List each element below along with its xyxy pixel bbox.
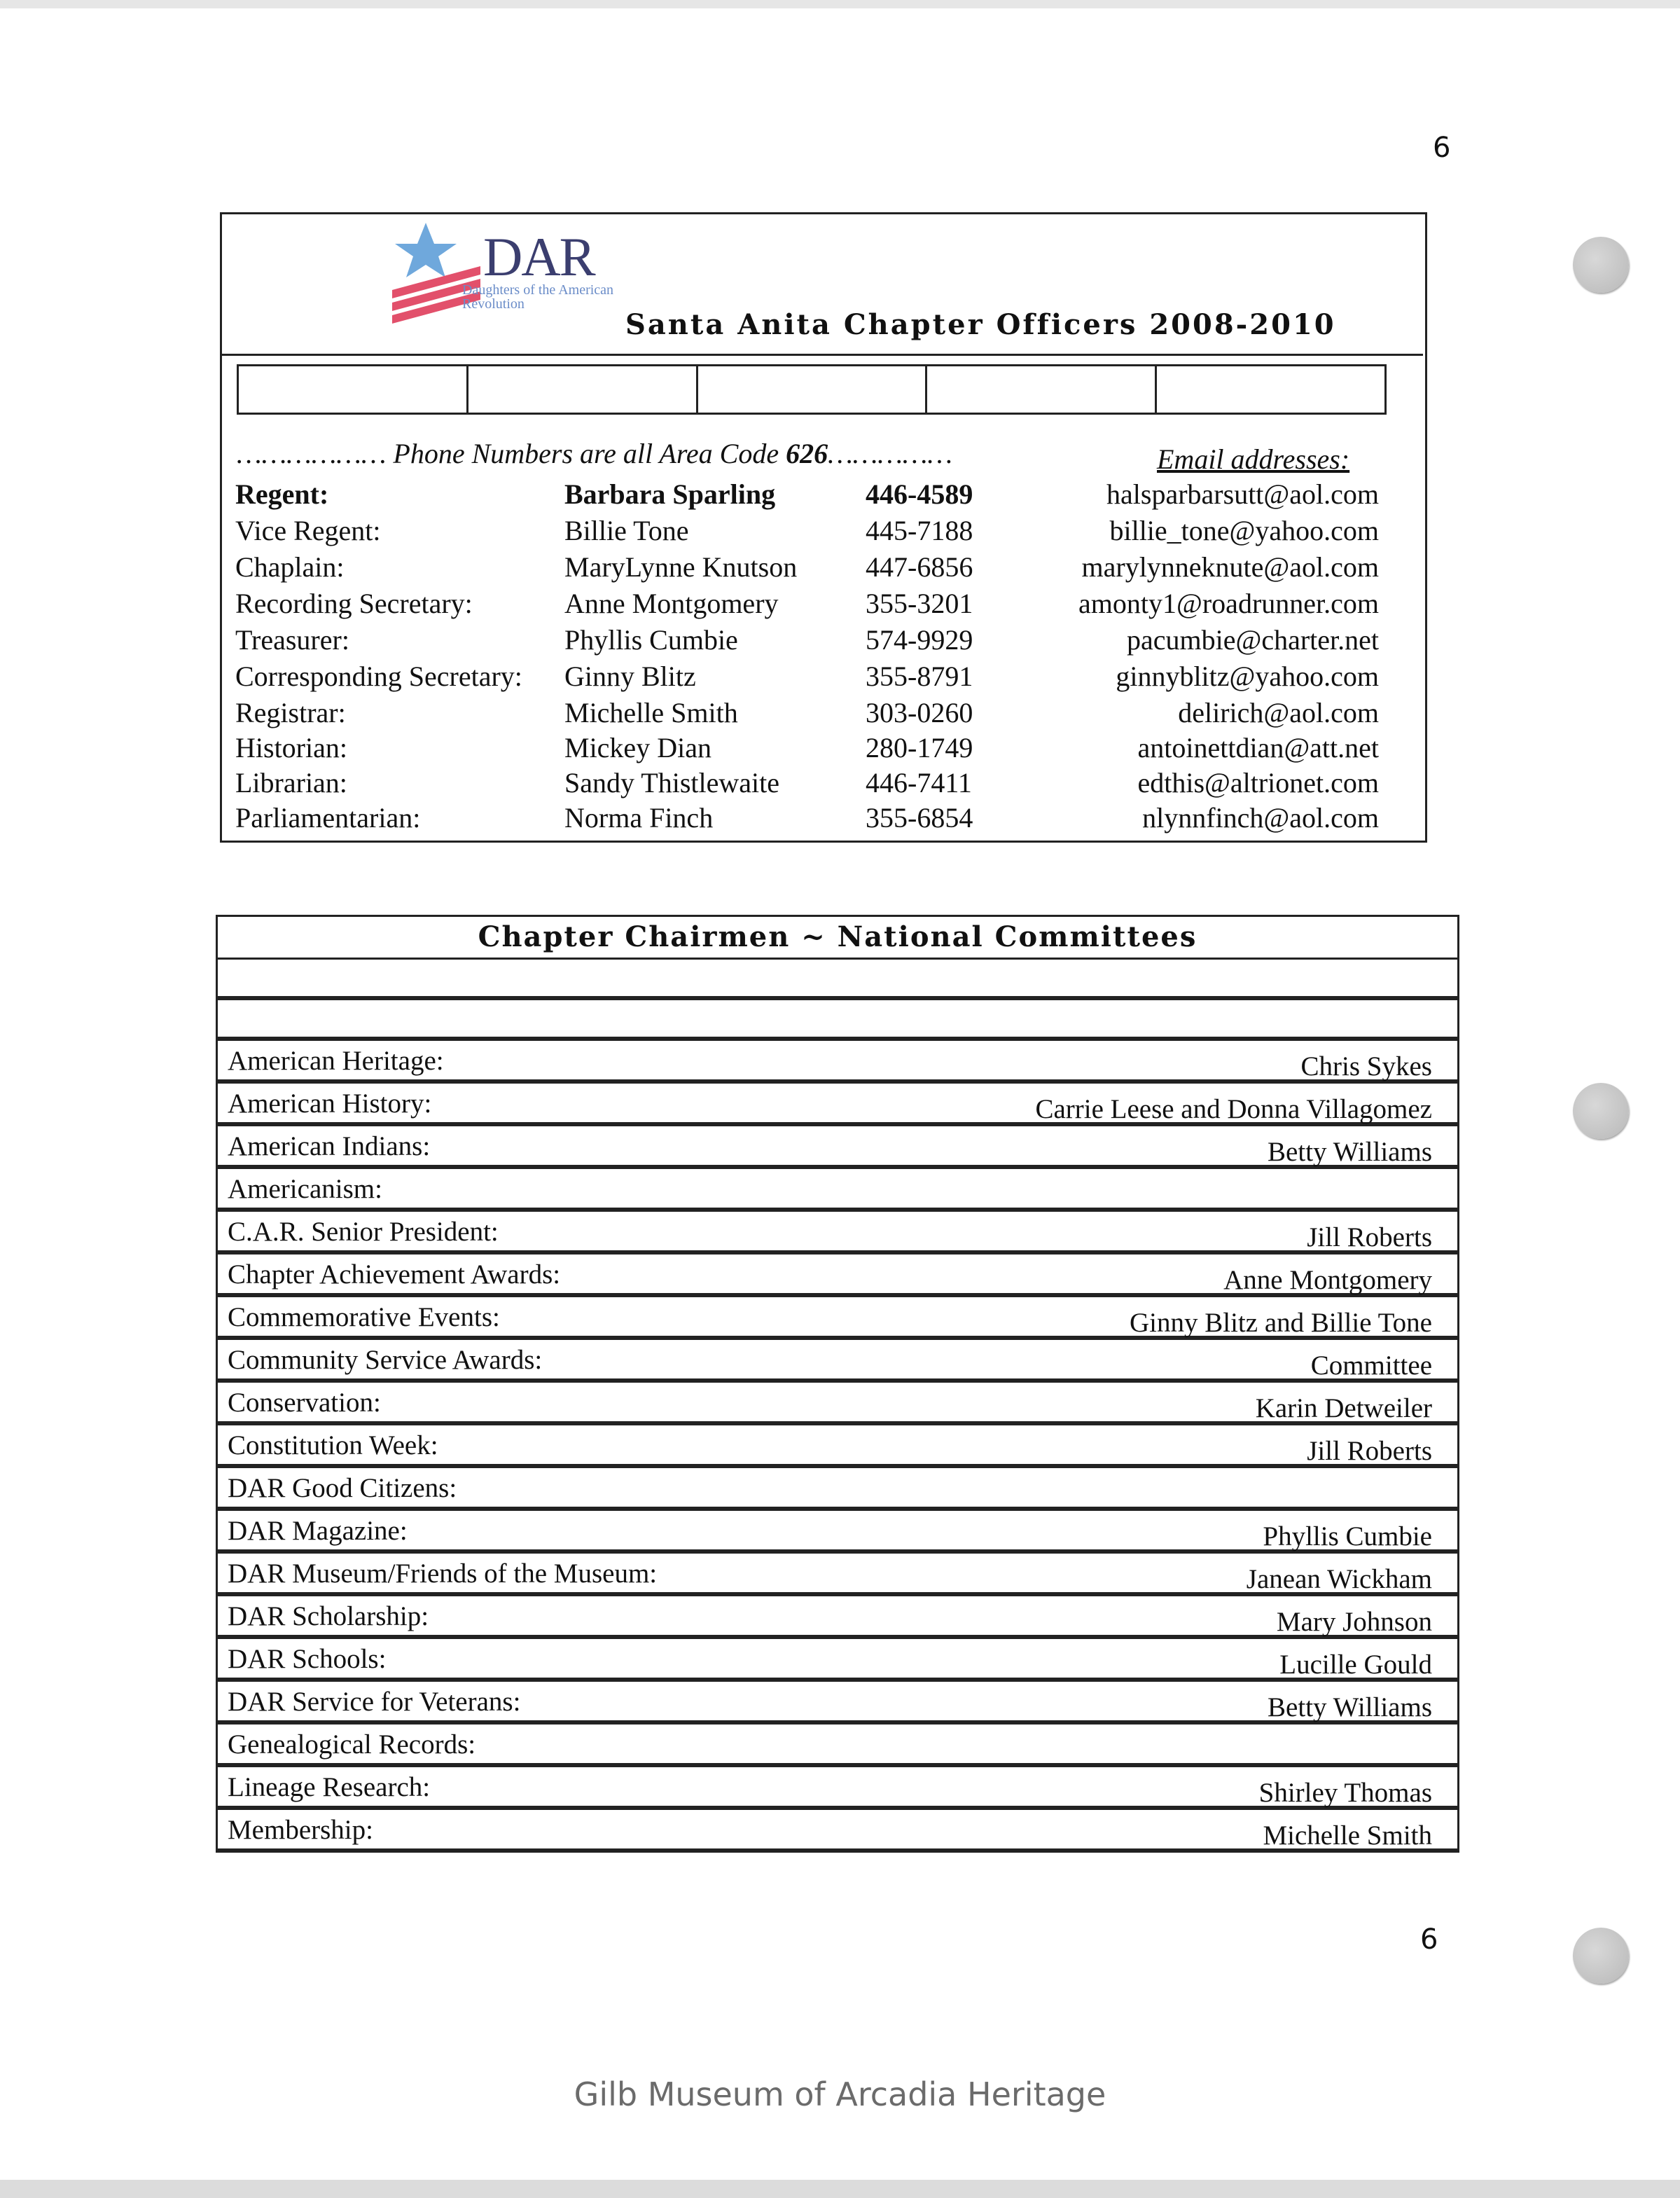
committee-row (216, 1639, 1459, 1682)
committee-row (216, 1425, 1459, 1468)
committee-name: Lineage Research: (228, 1772, 431, 1802)
officer-email: pacumbie@charter.net (1127, 624, 1379, 656)
officer-role: Registrar: (235, 697, 346, 728)
committee-chair: Committee (1310, 1350, 1432, 1381)
officer-name: Norma Finch (564, 802, 714, 834)
officer-email: marylynneknute@aol.com (1081, 551, 1379, 583)
committee-name: Commemorative Events: (228, 1302, 500, 1332)
officer-role: Regent: (235, 478, 329, 510)
officer-phone: 446-4589 (866, 478, 973, 510)
committee-name: DAR Service for Veterans: (228, 1687, 521, 1717)
email-header: Email addresses: (1157, 443, 1350, 475)
committee-row (216, 1084, 1459, 1126)
officer-row (0, 514, 1680, 551)
chairmen-title: Chapter Chairmen ~ National Committees (216, 915, 1459, 960)
committee-row (216, 1212, 1459, 1254)
blank-row (216, 960, 1459, 1000)
committee-name: DAR Museum/Friends of the Museum: (228, 1558, 658, 1589)
officer-phone: 355-6854 (866, 802, 973, 834)
chairmen-table (216, 915, 1459, 1853)
committee-row (216, 1126, 1459, 1169)
phone-note: ……………… Phone Numbers are all Area Code 626…………… (237, 438, 952, 469)
officer-name: Phyllis Cumbie (564, 624, 738, 656)
committee-row (216, 1340, 1459, 1383)
officer-role: Treasurer: (235, 624, 349, 656)
committee-row (216, 1767, 1459, 1810)
officer-name: Billie Tone (564, 515, 689, 546)
committee-row (216, 1169, 1459, 1212)
blank-row (216, 1000, 1459, 1041)
committee-name: DAR Good Citizens: (228, 1473, 457, 1503)
dar-wordmark: DAR (483, 226, 595, 287)
committee-chair: Mary Johnson (1276, 1607, 1432, 1637)
committee-name: American Indians: (228, 1131, 431, 1161)
committee-chair: Janean Wickham (1246, 1564, 1432, 1594)
officer-name: Anne Montgomery (564, 588, 779, 619)
punch-hole-bottom (1573, 1928, 1629, 1984)
committee-chair: Betty Williams (1268, 1692, 1432, 1722)
officer-row (0, 766, 1680, 803)
committee-name: Membership: (228, 1815, 373, 1845)
officer-role: Historian: (235, 732, 347, 763)
committee-chair: Jill Roberts (1307, 1436, 1432, 1466)
committee-name: DAR Scholarship: (228, 1601, 429, 1631)
officer-phone: 445-7188 (866, 515, 973, 546)
committee-chair: Anne Montgomery (1223, 1265, 1432, 1295)
officer-email: delirich@aol.com (1178, 697, 1379, 728)
committee-row (216, 1383, 1459, 1425)
officer-phone: 303-0260 (866, 697, 973, 728)
committee-row (216, 1596, 1459, 1639)
footer-credit: Gilb Museum of Arcadia Heritage (574, 2075, 1106, 2113)
officer-role: Vice Regent: (235, 515, 381, 546)
officer-phone: 574-9929 (866, 624, 973, 656)
empty-cell-row (237, 364, 1387, 415)
officer-phone: 447-6856 (866, 551, 973, 583)
officer-email: halsparbarsutt@aol.com (1106, 478, 1379, 510)
committee-name: Constitution Week: (228, 1430, 438, 1460)
punch-hole-middle (1573, 1083, 1629, 1139)
officer-name: Barbara Sparling (564, 478, 776, 510)
officer-row (0, 731, 1680, 768)
committee-row (216, 1682, 1459, 1724)
officer-email: ginnyblitz@yahoo.com (1116, 661, 1379, 692)
officer-row (0, 696, 1680, 733)
committee-name: Conservation: (228, 1388, 381, 1418)
officer-name: Sandy Thistlewaite (564, 767, 779, 799)
committee-chair: Betty Williams (1268, 1137, 1432, 1167)
committee-row (216, 1724, 1459, 1767)
officer-email: amonty1@roadrunner.com (1078, 588, 1379, 619)
officer-email: nlynnfinch@aol.com (1142, 802, 1379, 834)
officer-phone: 446-7411 (866, 767, 972, 799)
officer-role: Chaplain: (235, 551, 345, 583)
page-number-bottom: 6 (1420, 1923, 1438, 1956)
committee-chair: Carrie Leese and Donna Villagomez (1035, 1094, 1432, 1124)
committee-name: American Heritage: (228, 1046, 444, 1076)
scan-bottom-edge (0, 2180, 1680, 2198)
committee-name: Americanism: (228, 1174, 382, 1204)
officer-email: edthis@altrionet.com (1137, 767, 1379, 799)
committee-name: Community Service Awards: (228, 1345, 543, 1375)
scan-top-edge (0, 0, 1680, 8)
officer-row (0, 551, 1680, 587)
committee-chair: Ginny Blitz and Billie Tone (1129, 1308, 1432, 1338)
officer-phone: 355-8791 (866, 661, 973, 692)
officer-row (0, 478, 1680, 514)
committee-row (216, 1810, 1459, 1853)
punch-hole-top (1573, 237, 1629, 293)
header-divider (220, 354, 1423, 356)
officer-name: Mickey Dian (564, 732, 711, 763)
committee-row (216, 1554, 1459, 1596)
committee-chair: Karin Detweiler (1255, 1393, 1432, 1423)
area-code: 626 (786, 438, 828, 469)
committee-chair: Shirley Thomas (1258, 1778, 1432, 1808)
officer-role: Recording Secretary: (235, 588, 473, 619)
committee-row (216, 1041, 1459, 1084)
committee-row (216, 1511, 1459, 1554)
committee-chair: Chris Sykes (1300, 1051, 1432, 1081)
officer-row (0, 660, 1680, 696)
officer-role: Corresponding Secretary: (235, 661, 522, 692)
officer-name: Ginny Blitz (564, 661, 696, 692)
committee-row (216, 1254, 1459, 1297)
committee-name: DAR Schools: (228, 1644, 387, 1674)
officers-title: Santa Anita Chapter Officers 2008-2010 (625, 308, 1336, 341)
committee-name: Genealogical Records: (228, 1729, 476, 1760)
officer-row (0, 587, 1680, 623)
committee-name: Chapter Achievement Awards: (228, 1259, 561, 1290)
officer-email: billie_tone@yahoo.com (1109, 515, 1379, 546)
dar-subtitle: Daughters of the American Revolution (462, 282, 614, 312)
committee-name: American History: (228, 1088, 432, 1119)
officer-row (0, 801, 1680, 838)
officer-email: antoinettdian@att.net (1137, 732, 1379, 763)
committee-chair: Lucille Gould (1279, 1650, 1432, 1680)
committee-chair: Michelle Smith (1263, 1820, 1432, 1851)
officer-name: MaryLynne Knutson (564, 551, 798, 583)
officer-row (0, 623, 1680, 660)
committee-chair: Jill Roberts (1307, 1222, 1432, 1252)
officer-role: Parliamentarian: (235, 802, 421, 834)
committee-row (216, 1468, 1459, 1511)
officer-phone: 355-3201 (866, 588, 973, 619)
committee-row (216, 1297, 1459, 1340)
committee-name: DAR Magazine: (228, 1516, 408, 1546)
officer-phone: 280-1749 (866, 732, 973, 763)
officer-role: Librarian: (235, 767, 347, 799)
committee-chair: Phyllis Cumbie (1263, 1521, 1432, 1551)
committee-name: C.A.R. Senior President: (228, 1217, 499, 1247)
page-number-top: 6 (1433, 132, 1451, 164)
officer-name: Michelle Smith (564, 697, 738, 728)
